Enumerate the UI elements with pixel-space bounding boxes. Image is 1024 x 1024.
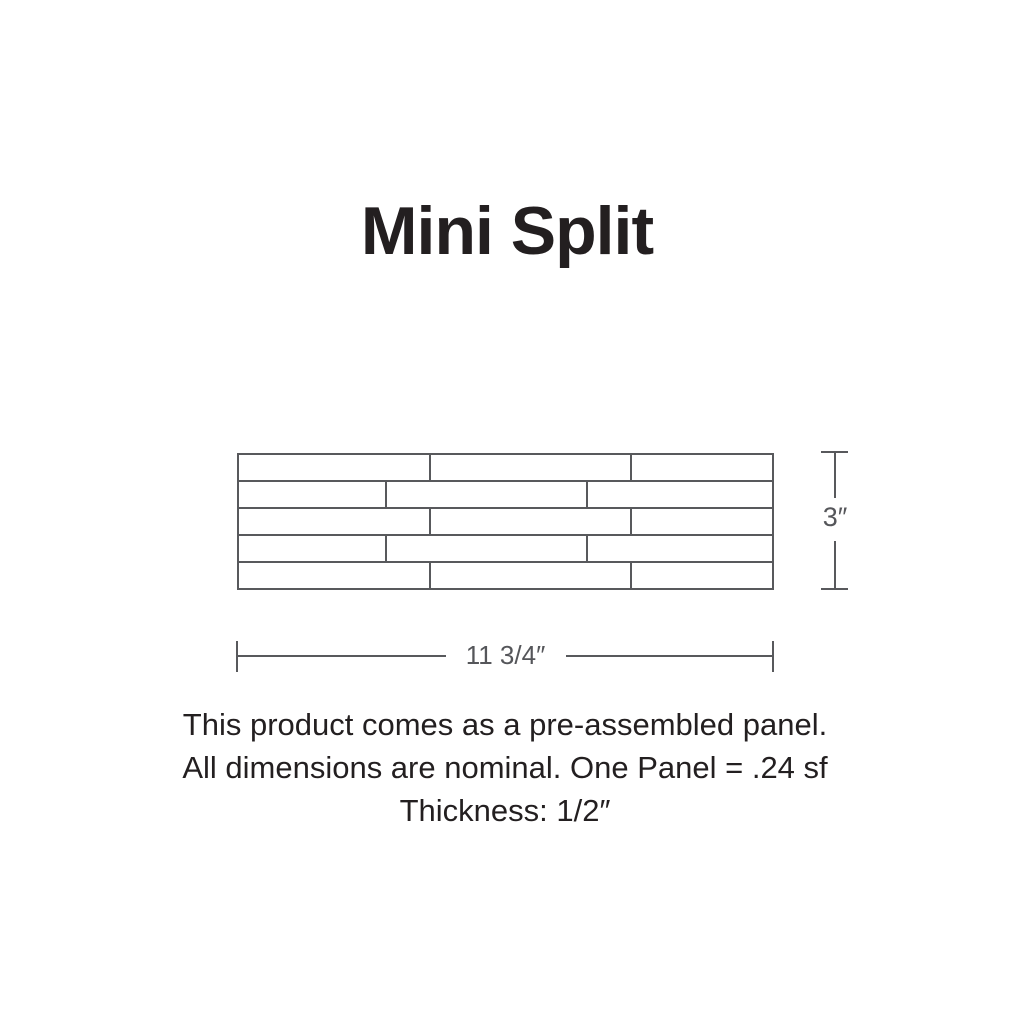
height-dimension-line [834, 541, 836, 588]
panel-row [239, 536, 772, 563]
tile-seam [630, 455, 632, 480]
panel-row [239, 509, 772, 536]
tile-seam [586, 536, 588, 561]
page-title: Mini Split [360, 193, 654, 269]
height-dimension-label: 3″ [822, 502, 848, 532]
tile-seam [385, 536, 387, 561]
note-line-assembly: This product comes as a pre-assembled panel. [182, 707, 828, 742]
panel-diagram [237, 453, 774, 590]
tile-seam [385, 482, 387, 507]
tile-seam [586, 482, 588, 507]
panel-row [239, 455, 772, 482]
product-notes [0, 703, 1017, 832]
panel-row [239, 563, 772, 588]
height-dimension-bottom-cap [821, 588, 848, 590]
width-dimension-label: 11 3/4″ [465, 640, 546, 670]
tile-seam [429, 563, 431, 588]
width-dimension-line [566, 655, 772, 657]
width-dimension-line [238, 655, 446, 657]
tile-seam [630, 563, 632, 588]
height-dimension-line [834, 453, 836, 498]
tile-seam [429, 455, 431, 480]
tile-seam [630, 509, 632, 534]
note-line-nominal: All dimensions are nominal. One Panel = .24 sf [182, 750, 828, 785]
tile-seam [429, 509, 431, 534]
note-line-thickness: Thickness: 1/2″ [399, 793, 611, 828]
width-dimension-right-cap [772, 641, 774, 672]
panel-row [239, 482, 772, 509]
